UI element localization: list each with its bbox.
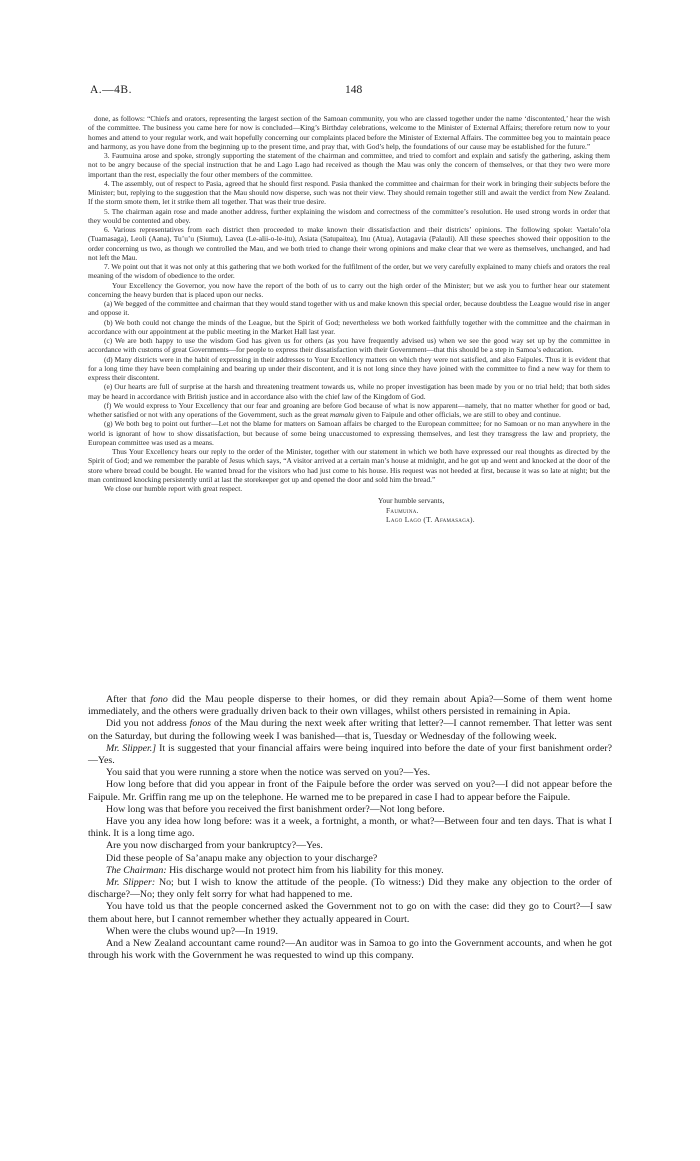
italic-term: fonos	[189, 718, 212, 730]
report-paragraph: done, as follows: “Chiefs and orators, representing the largest section of the Samoan community, you who are classed together under the name ‘discontented,’ hear the wish of the committee. The business you came here for now is concluded—King’s Birthday celebrations, welcome to the Minister of External Affairs; therefore return now to your homes and attend to your regular work, and wait hopefully concerning our complaints placed before the Minister of External Affairs. The committee beg you to maintain peace and harmony, as you have done from the beginning up to the present time, and pray that, with God’s help, the foundations of our cause may be established for the future.”	[88, 114, 610, 151]
testimony-paragraph: You have told us that the people concerned asked the Government not to go on with the case: did they go to Court?—I saw them about here, but I cannot remember whether they actually appeared in Court.	[88, 901, 612, 925]
document-reference: A.—4B.	[90, 84, 132, 96]
text-run: (f) We would express to Your Excellency that our fear and groaning are before God because of what is now apparent—namely, that no matter whether for good or bad, whether satisfied or not with any operations of the Government, such as the great	[88, 400, 610, 419]
testimony-paragraph	[88, 694, 612, 718]
testimony-paragraph: And a New Zealand accountant came round?—An auditor was in Samoa to go into the Government accounts, and when he got through his work with the Government he was requested to wind up this company.	[88, 938, 612, 962]
report-paragraph: (e) Our hearts are full of surprise at the harsh and threatening treatment towards us, while no proper investigation has been made by you or no trial held; that both sides may be heard in accordance with British justice and in accordance also with the chief law of the Kingdom of God.	[88, 382, 610, 401]
text-run: After that	[106, 694, 146, 705]
testimony-paragraph: How long before that did you appear in front of the Faipule before the order was served on you?—I did not appear before the Faipule. Mr. Griffin rang me up on the telephone. He warned me to be prepared in case I had to appear before the Faipule.	[88, 779, 612, 803]
report-paragraph: 7. We point out that it was not only at this gathering that we both worked for the fulfilment of the order, but we very carefully explained to many chiefs and orators the real meaning of the wisdom of obedience to the order.	[88, 262, 610, 281]
quoted-report	[88, 114, 610, 525]
report-paragraph: Thus Your Excellency hears our reply to the order of the Minister, together with our statement in which we both have expressed our real thoughts as directed by the Spirit of God; and we remember the parable of Jesus which says, “A visitor arrived at a certain man’s house at midnight, and he got up and went and knocked at the door of the store where bread could be bought. He wanted bread for the visitors who had just come to his house. His request was not heeded at first, because it was so late at night; but the man continued knocking persistently until at last the storekeeper got up and opened the door and sold him the bread.”	[88, 447, 610, 484]
signatory-name: Lago Lago (T. Afamasaga).	[386, 515, 475, 525]
text-run: His discharge would not protect him from his liability for this money.	[169, 864, 444, 876]
text-run: of the Mau during the next week after writing that letter?—I cannot remember. That letter was sent on the Saturday, but during the following week I was banished—that is, Tuesday or Wednesday of the following week.	[88, 718, 612, 742]
signature-closing: Your humble servants,	[378, 496, 445, 506]
page-header	[90, 84, 610, 98]
report-closing: We close our humble report with great respect.	[104, 484, 243, 493]
report-paragraph: (d) Many districts were in the habit of expressing in their addresses to Your Excellency matters on which they were not satisfied, and also Faipules. Thus it is evident that for a long time they have been complaining and bearing up under their discontent, and it is not long since they have joined with the committee to find a new way for them to express their discontent.	[88, 354, 610, 382]
report-paragraph: (a) We begged of the committee and chairman that they would stand together with us and make known this special order, because doubtless the League would rise in anger and oppose it.	[88, 299, 610, 318]
speaker-label: Mr. Slipper.]	[106, 742, 157, 754]
page-number: 148	[345, 84, 363, 96]
text-run: given to Faipule and other officials, we are still to obey and continue.	[355, 410, 561, 419]
report-paragraph: Your Excellency the Governor, you now have the report of the both of us to carry out the high order of the Minister; but we ask you to further hear our statement concerning the heavy burden that is placed upon our necks.	[88, 280, 610, 299]
report-paragraph	[88, 401, 610, 420]
report-paragraph: 5. The chairman again rose and made another address, further explaining the wisdom and correctness of the committee’s resolution. He used strong words in order that they would be contented and obey.	[88, 206, 610, 225]
report-paragraph: (b) We both could not change the minds of the League, but the Spirit of God; nevertheless we both worked faithfully together with the committee and the chairman in accordance with our appointment at the public meeting in the Market Hall last year.	[88, 317, 610, 336]
speaker-label: Mr. Slipper:	[106, 877, 156, 889]
signatory-name: Faumuina.	[386, 505, 419, 515]
report-paragraph: 4. The assembly, out of respect to Pasia, agreed that he should first respond. Pasia thanked the committee and chairman for their work in bringing their subjects before the Minister; but, replying to the suggestion that the Mau should now disperse, such was not their view. They should remain together still and await the verdict from New Zealand. If the storm smote them, let it strike them all together. That was their true desire.	[88, 178, 610, 207]
testimony-paragraph: When were the clubs wound up?—In 1919.	[106, 925, 278, 937]
testimony-paragraph	[88, 743, 612, 767]
testimony-paragraph: Have you any idea how long before: was it a week, a fortnight, a month, or what?—Between four and ten days. That is what I think. It is a long time ago.	[88, 816, 612, 840]
text-run: Did you not address	[106, 718, 187, 730]
speaker-label: The Chairman:	[106, 864, 167, 876]
text-run: It is suggested that your financial affairs were being inquired into before the date of your first banishment order?—Yes.	[88, 742, 612, 767]
testimony	[88, 694, 612, 962]
testimony-paragraph	[88, 865, 612, 877]
testimony-paragraph: Are you now discharged from your bankruptcy?—Yes.	[106, 840, 323, 852]
testimony-paragraph: You said that you were running a store when the notice was served on you?—Yes.	[106, 767, 431, 779]
testimony-paragraph: Did these people of Sa’anapu make any objection to your discharge?	[106, 852, 378, 864]
report-paragraph: (g) We both beg to point out further—Let not the blame for matters on Samoan affairs be charged to the European committee; for no Samoan or no man anywhere in the world is ignorant of how to show dissatisfaction, but because of some being unaccustomed to expressing themselves, and lest they transgress the law and propriety, the European committee was used as a means.	[88, 419, 610, 447]
report-paragraph: 3. Faumuina arose and spoke, strongly supporting the statement of the chairman and committee, and tried to comfort and explain and satisfy the gathering, asking them not to be angry because of the special instruction that he and Lago Lago had received as though the Mau was only the concern of themselves, or that they two were more important than the rest, especially the four other members of the committee.	[88, 151, 610, 179]
italic-term: fono	[150, 694, 168, 705]
testimony-paragraph: How long was that before you received the first banishment order?—Not long before.	[106, 803, 445, 815]
testimony-paragraph	[88, 877, 612, 901]
testimony-paragraph	[88, 718, 612, 742]
report-paragraph: (c) We are both happy to use the wisdom God has given us for others (as you have frequently advised us) when we see the good way set up by the committee in accordance with customs of great Governments—for people to express their dissatisfaction with their Government—that this should be a step in Samoa’s education.	[88, 336, 610, 355]
text-run: did the Mau people disperse to their homes, or did they remain about Apia?—Some of them went home immediately, and the others were gradually driven back to their own villages, whilst others persisted in remaining in Apia.	[88, 694, 612, 718]
report-paragraph: 6. Various representatives from each district then proceeded to make known their dissatisfaction and their districts’ opinions. The following spoke: Vaetalo’ola (Tuamasaga), Leoli (Aana), Tu’u’u (Siumu), Lavea (Le-alii-o-le-itu), Asiata (Satupaitea), Inu (Atua), Autagavia (Palauli). All these speeches showed their opposition to the order concerning us two, as though we controlled the Mau, and we both tried to change their wrong opinions and make clear that we were as themselves, unchanged, and had not left the Mau.	[88, 225, 610, 262]
italic-term: mamalu	[330, 410, 354, 419]
signature-block	[88, 496, 610, 525]
text-run: No; but I wish to know the attitude of the people. (To witness:) Did they make any objection to the order of discharge?—No; they only felt sorry for what had happened to me.	[88, 877, 612, 901]
